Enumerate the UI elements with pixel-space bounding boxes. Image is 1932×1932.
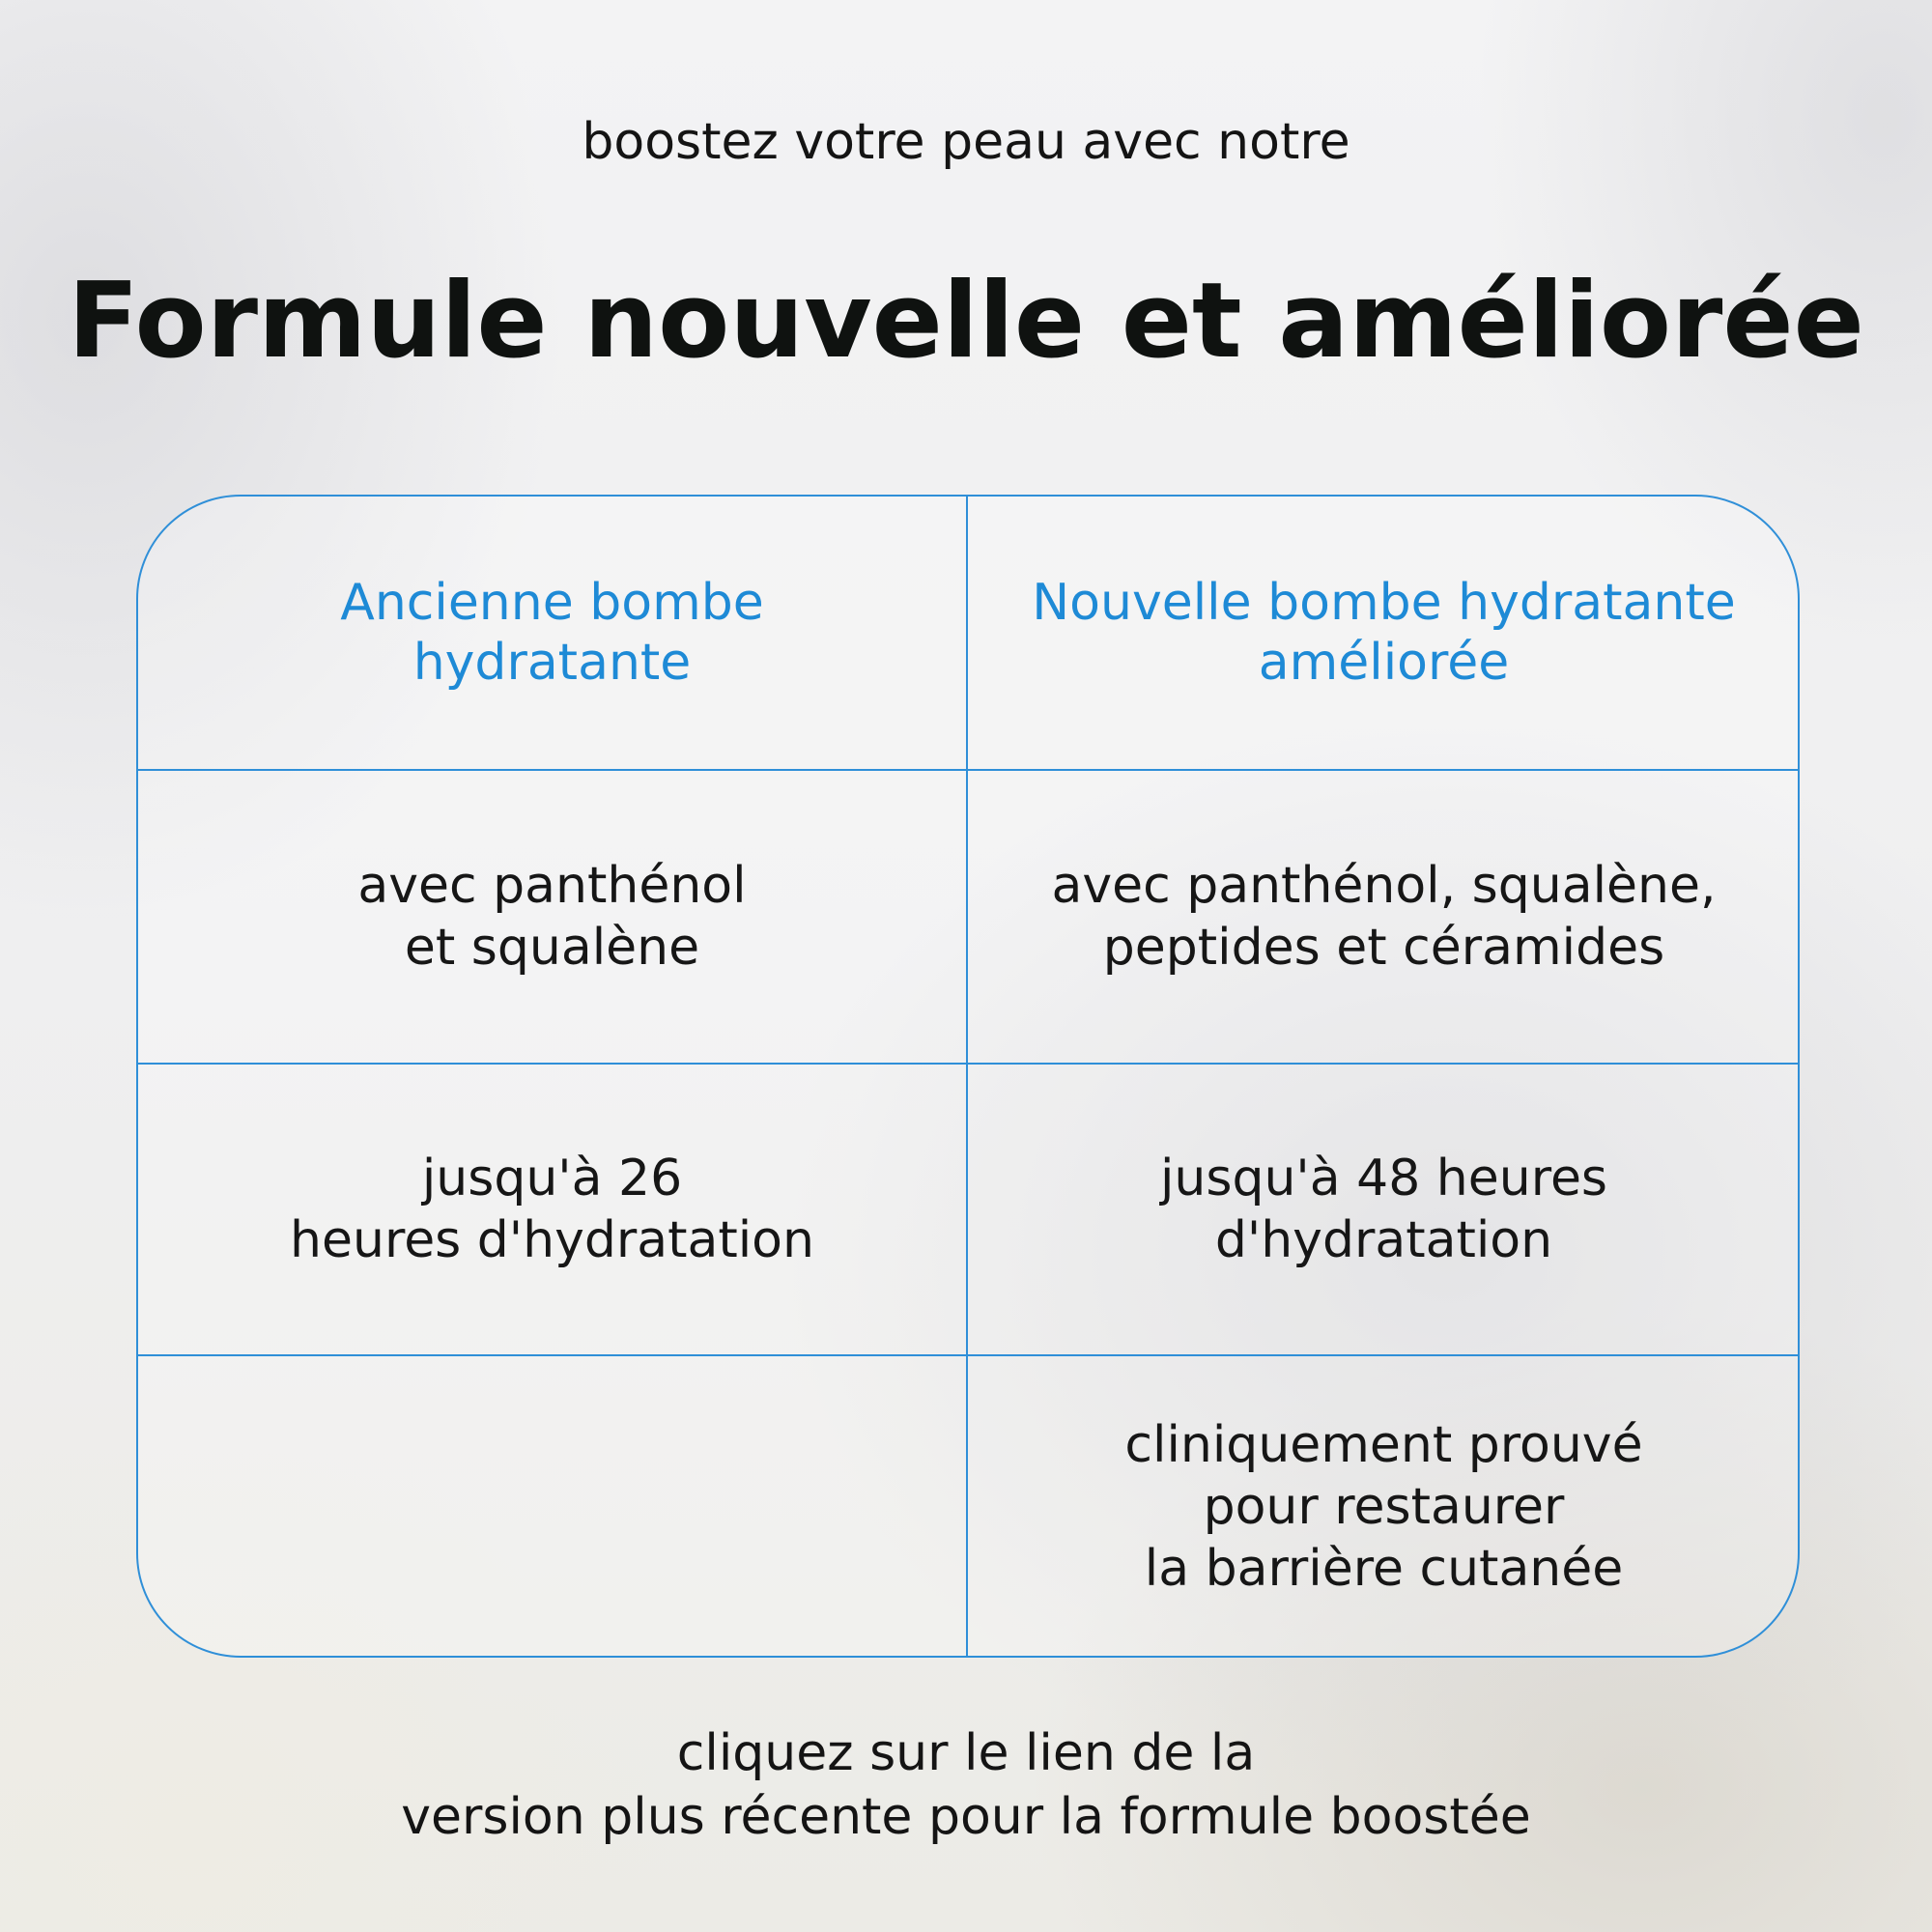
header-line: hydratante bbox=[412, 634, 692, 692]
cell-line: jusqu'à 48 heures bbox=[1159, 1150, 1608, 1208]
cell-line: pour restaurer bbox=[1203, 1478, 1565, 1536]
cell-old-hydration bbox=[138, 1065, 966, 1354]
header-old-formula bbox=[138, 497, 966, 769]
cell-line: jusqu'à 26 bbox=[421, 1150, 683, 1208]
header-line: Ancienne bombe bbox=[340, 574, 764, 632]
cell-line: d'hydratation bbox=[1214, 1211, 1553, 1269]
comparison-table bbox=[136, 495, 1800, 1658]
cell-old-barrier bbox=[138, 1356, 966, 1658]
page-title: Formule nouvelle et améliorée bbox=[68, 261, 1864, 382]
footer-line: cliquez sur le lien de la bbox=[676, 1724, 1256, 1782]
cell-new-ingredients bbox=[968, 771, 1800, 1063]
cell-line: heures d'hydratation bbox=[290, 1211, 814, 1269]
footer-note bbox=[0, 1721, 1932, 1849]
header-new-formula bbox=[968, 497, 1800, 769]
cell-line: la barrière cutanée bbox=[1144, 1540, 1624, 1598]
cell-line: peptides et céramides bbox=[1102, 919, 1665, 977]
footer-line: version plus récente pour la formule boostée bbox=[401, 1788, 1531, 1846]
cell-new-barrier bbox=[968, 1356, 1800, 1658]
cell-old-ingredients bbox=[138, 771, 966, 1063]
subtitle: boostez votre peau avec notre bbox=[582, 113, 1350, 171]
cell-line: et squalène bbox=[404, 919, 700, 977]
cell-line: avec panthénol, squalène, bbox=[1051, 857, 1717, 915]
header-line: Nouvelle bombe hydratante bbox=[1032, 574, 1736, 632]
cell-line: avec panthénol bbox=[357, 857, 747, 915]
cell-line: cliniquement prouvé bbox=[1124, 1416, 1643, 1474]
cell-new-hydration bbox=[968, 1065, 1800, 1354]
header-line: améliorée bbox=[1258, 634, 1510, 692]
